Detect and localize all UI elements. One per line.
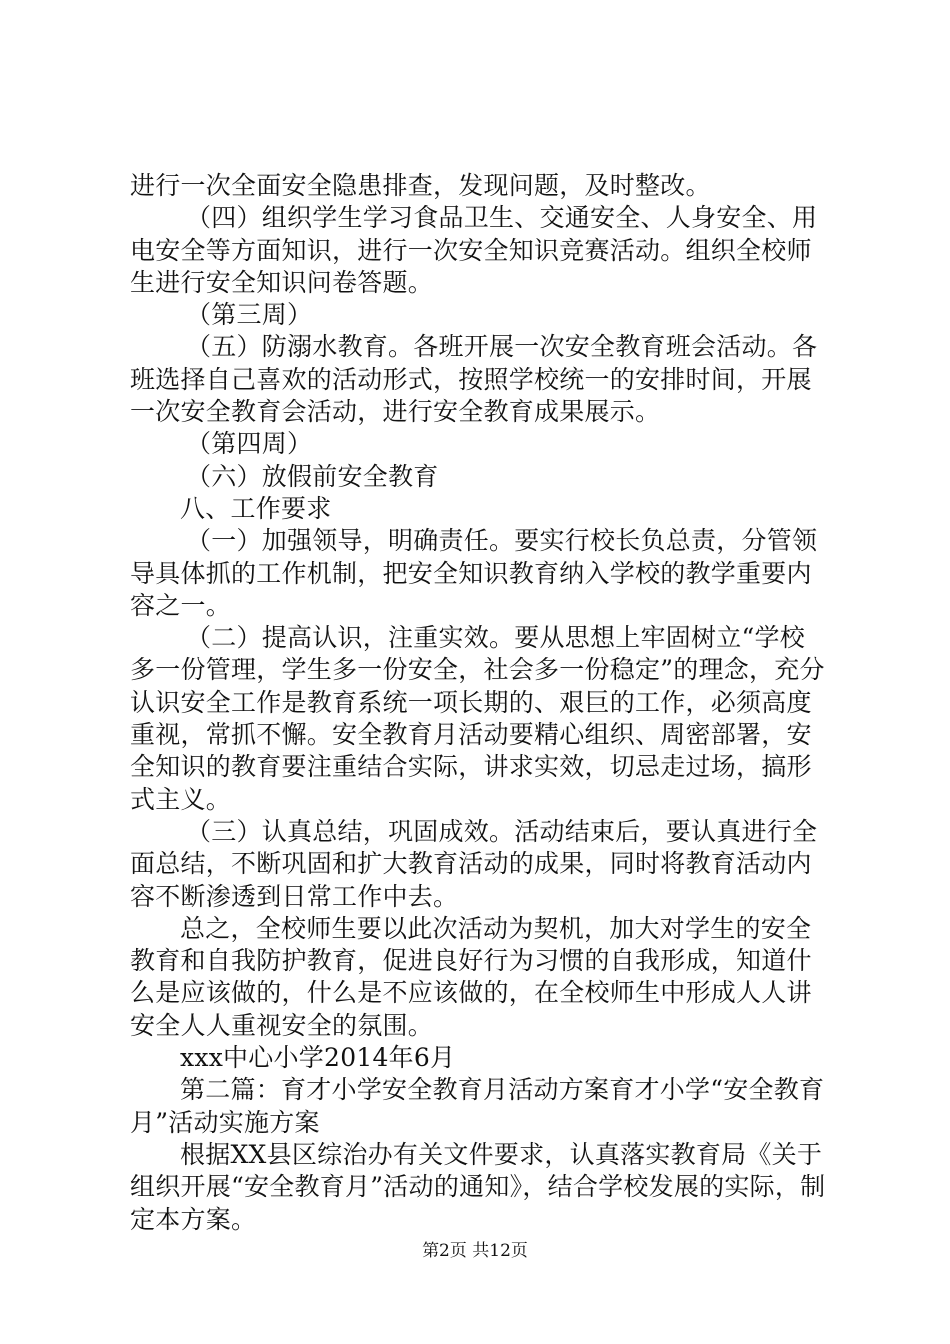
paragraph-part-2-intro: 根据XX县区综治办有关文件要求，认真落实教育局《关于组织开展“安全教育月”活动的通知》，结合学校发展的实际，制定本方案。 (130, 1139, 826, 1234)
paragraph-requirement-2: （二）提高认识，注重实效。要从思想上牢固树立“学校多一份管理，学生多一份安全，社会多一份稳定”的理念，充分认识安全工作是教育系统一项长期的、艰巨的工作，必须高度重视，常抓不懈。安全教育月活动要精心组织、周密部署，安全知识的教育要注重结合实际，讲求实效，切忌走过场，搞形式主义。 (130, 623, 825, 814)
document-body (130, 170, 830, 1236)
section-heading-work-requirements: 八、工作要求 (180, 493, 332, 523)
signature-line: xxx中心小学2014年6月 (180, 1043, 456, 1073)
paragraph-item-4: （四）组织学生学习食品卫生、交通安全、人身安全、用电安全等方面知识，进行一次安全知识竞赛活动。组织全校师生进行安全知识问卷答题。 (130, 203, 818, 297)
paragraph-item-6: （六）放假前安全教育 (186, 461, 439, 491)
paragraph-item-5: （五）防溺水教育。各班开展一次安全教育班会活动。各班选择自己喜欢的活动形式，按照学校统一的安排时间，开展一次安全教育会活动，进行安全教育成果展示。 (130, 332, 818, 427)
paragraph-continuation: 进行一次全面安全隐患排查，发现问题，及时整改。 (130, 171, 711, 200)
paragraph-requirement-3: （三）认真总结，巩固成效。活动结束后，要认真进行全面总结，不断巩固和扩大教育活动的成果，同时将教育活动内容不断渗透到日常工作中去。 (130, 816, 818, 911)
paragraph-summary: 总之，全校师生要以此次活动为契机，加大对学生的安全教育和自我防护教育，促进良好行为习惯的自我形成，知道什么是应该做的，什么是不应该做的，在全校师生中形成人人讲安全人人重视安全的氛围。 (130, 913, 812, 1040)
paragraph-week-3: （第三周） (186, 300, 313, 330)
paragraph-part-2-title: 第二篇：育才小学安全教育月活动方案育才小学“安全教育月”活动实施方案 (130, 1075, 825, 1137)
page-footer: 第2页 共12页 (422, 1241, 528, 1261)
paragraph-week-4: （第四周） (186, 429, 313, 459)
paragraph-requirement-1: （一）加强领导，明确责任。要实行校长负总责，分管领导具体抓的工作机制，把安全知识教育纳入学校的教学重要内容之一。 (130, 526, 818, 620)
